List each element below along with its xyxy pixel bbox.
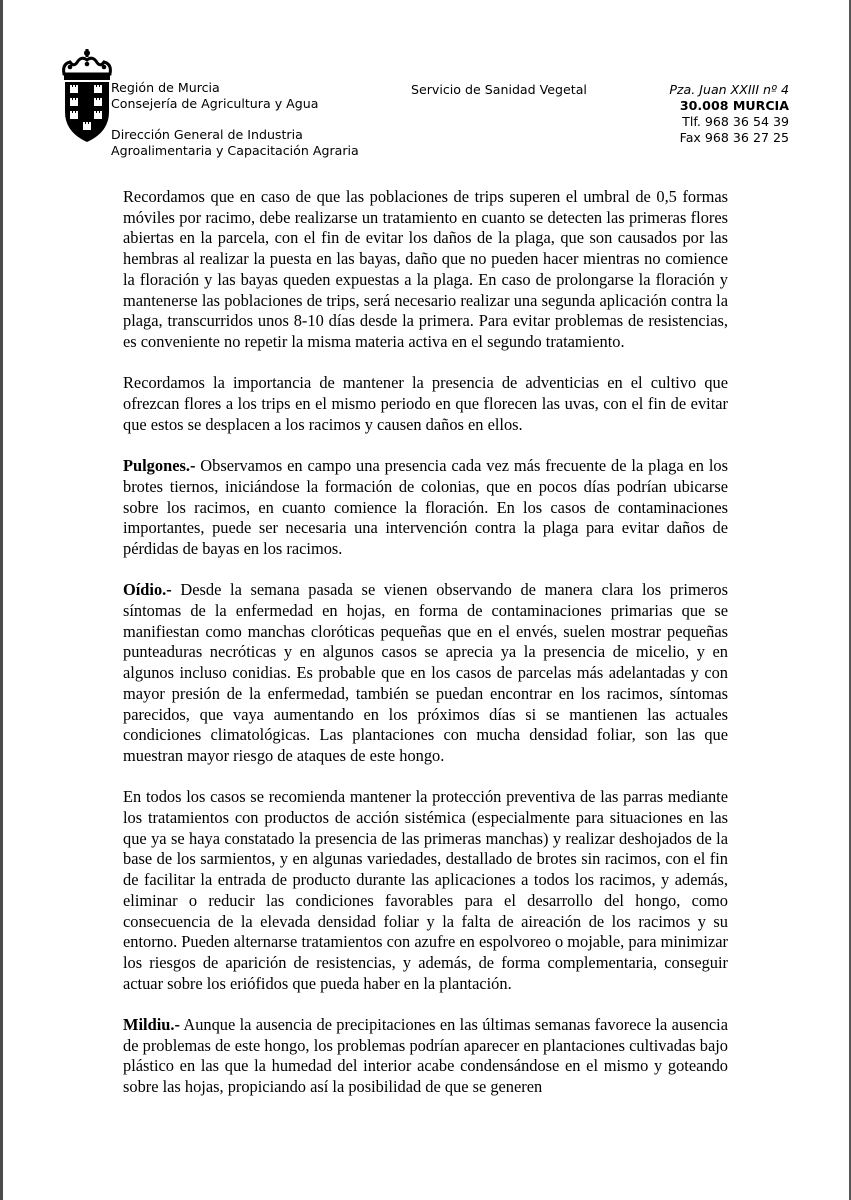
page-edge-left <box>0 0 3 1200</box>
document-body <box>123 187 728 1119</box>
org-ministry: Consejería de Agricultura y Agua <box>111 96 319 111</box>
dept-name-block <box>111 127 359 159</box>
phone: Tlf. 968 36 54 39 <box>682 114 789 129</box>
fax: Fax 968 36 27 25 <box>679 130 789 145</box>
oidio-heading: Oídio.- <box>123 580 172 600</box>
paragraph-proteccion: En todos los casos se recomienda mantener la protección preventiva de las parras mediante los tratamientos con productos de acción sistémica (especialmente para situaciones en las que ya se haya constatado la presencia de las primeras manchas) y realizar deshojados de la base de los sarmientos, y en algunas variedades, destallado de brotes sin racimos, con el fin de facilitar la entrada de producto durante las aplicaciones a todos los racimos, y además, eliminar o reducir las condiciones favorables para el desarrollo del hongo, como consecuencia de la elevada densidad foliar y la falta de aireación de los racimos y su entorno. Pueden alternarse tratamientos con azufre en espolvoreo o mojable, para minimizar los riesgos de aparición de resistencias, y además, de forma complementaria, conseguir actuar sobre los eriófidos que pueda haber en la plantación. <box>123 787 728 993</box>
oidio-text: Desde la semana pasada se vienen observando de manera clara los primeros síntomas de la enfermedad en hojas, en forma de contaminaciones primarias que se manifiestan como manchas cloróticas pequeñas que en el envés, suelen mostrar pequeñas punteaduras necróticas y en algunos casos se aprecia ya la presencia de micelio, y en algunos incluso conidias. Es probable que en los casos de parcelas más adelantadas y con mayor presión de la enfermedad, también se puedan encontrar en los racimos, síntomas parecidos, que vaya aumentando en los próximos días si se mantienen las actuales condiciones climatológicas. Las plantaciones con mucha densidad foliar, son las que muestran mayor riesgo de ataques de este hongo. <box>123 580 728 765</box>
dept-line-1: Dirección General de Industria <box>111 127 303 142</box>
paragraph-oidio <box>123 580 728 766</box>
pulgones-text: Observamos en campo una presencia cada vez más frecuente de la plaga en los brotes tiernos, iniciándose la formación de colonias, que en pocos días podrían ubicarse sobre los racimos, en cuanto comience la floración. En los casos de contaminaciones importantes, puede ser necesaria una intervención contra la plaga para evitar daños de pérdidas de bayas en los racimos. <box>123 456 728 558</box>
org-region: Región de Murcia <box>111 80 220 95</box>
address-street: Pza. Juan XXIII nº 4 <box>669 82 789 97</box>
address-block <box>669 82 789 146</box>
dept-line-2: Agroalimentaria y Capacitación Agraria <box>111 143 359 158</box>
pulgones-heading: Pulgones.- <box>123 456 196 476</box>
region-coat-of-arms-logo <box>60 48 114 144</box>
address-city: 30.008 MURCIA <box>679 98 789 113</box>
mildiu-heading: Mildiu.- <box>123 1015 180 1035</box>
paragraph-adventicias: Recordamos la importancia de mantener la presencia de adventicias en el cultivo que ofrezcan flores a los trips en el mismo periodo en que florecen las uvas, con el fin de evitar que estos se desplacen a los racimos y causen daños en ellos. <box>123 373 728 434</box>
paragraph-trips-treatment: Recordamos que en caso de que las poblaciones de trips superen el umbral de 0,5 formas móviles por racimo, debe realizarse un tratamiento en cuanto se detecten las primeras flores abiertas en la parcela, con el fin de evitar los daños de la plaga, que son causados por las hembras al realizar la puesta en las bayas, daño que no pueden hacer mientras no comience la floración y las bayas queden expuestas a la plaga. En caso de prolongarse la floración y mantenerse las poblaciones de trips, será necesario realizar una segunda aplicación contra la plaga, transcurridos unos 8-10 días desde la primera. Para evitar problemas de resistencias, es conveniente no repetir la misma materia activa en el segundo tratamiento. <box>123 187 728 351</box>
org-name-block <box>111 80 318 112</box>
paragraph-mildiu <box>123 1015 728 1098</box>
mildiu-text: Aunque la ausencia de precipitaciones en las últimas semanas favorece la ausencia de problemas de este hongo, los problemas podrían aparecer en plantaciones cultivadas bajo plástico en las que la humedad del interior acabe condensándose en el mismo y goteando sobre las hojas, propiciando así la posibilidad de que se generen <box>123 1015 728 1097</box>
service-name: Servicio de Sanidad Vegetal <box>411 82 587 97</box>
paragraph-pulgones <box>123 456 728 560</box>
